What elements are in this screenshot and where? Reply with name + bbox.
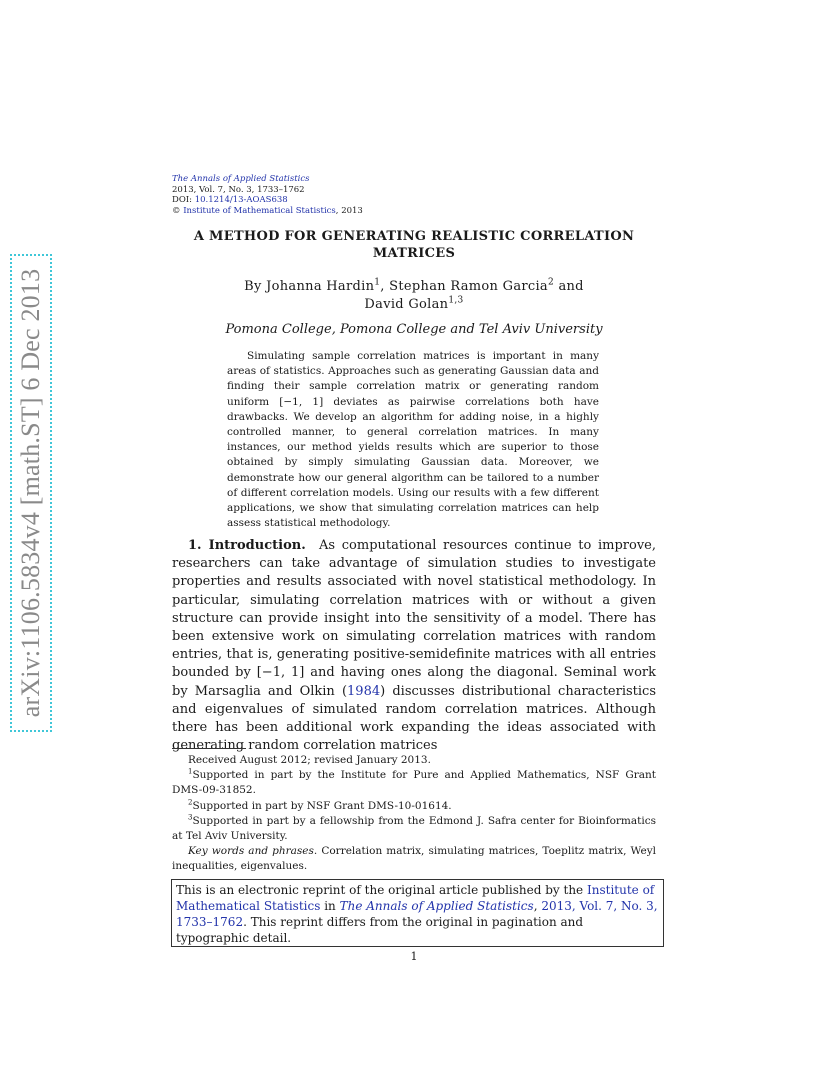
author-2: Stephan Ramon Garcia [389, 279, 548, 294]
footnote-2 [172, 799, 656, 814]
section-heading: 1. Introduction. [188, 538, 306, 553]
author-3-affil: 1,3 [448, 295, 464, 306]
author-separator: , [380, 279, 385, 294]
arxiv-stamp [10, 254, 52, 732]
footnote-3 [172, 814, 656, 844]
author-1: Johanna Hardin [266, 279, 375, 294]
keywords [172, 844, 656, 874]
page-number: 1 [410, 950, 418, 963]
footnote-2-mark: 2 [188, 798, 193, 807]
reprint-volume-link[interactable]: 2013, Vol. 7, No. 3, 1733–1762 [176, 899, 658, 929]
and-label: and [558, 279, 584, 294]
footnote-2-text: Supported in part by NSF Grant DMS-10-01614. [192, 799, 452, 812]
keywords-label: Key words and phrases. [188, 845, 318, 858]
footnote-3-text: Supported in part by a fellowship from the Edmond J. Safra center for Bioinformatics at Tel Aviv University. [172, 814, 656, 843]
intro-text-2: discusses distributional characteristics and eigenvalues of simulated random correlation matrices. Although there has been additional work expanding the ideas associated with generating random correlation matrices [172, 683, 656, 754]
journal-volume: 2013, Vol. 7, No. 3, 1733–1762 [172, 184, 305, 195]
journal-info [172, 174, 363, 216]
reprint-notice [171, 879, 664, 947]
reprint-comma: , [533, 899, 538, 913]
copyright-symbol: © [172, 205, 181, 216]
footnote-1 [172, 768, 656, 798]
introduction-paragraph [172, 537, 656, 755]
title-line-2: MATRICES [372, 246, 456, 261]
doi-label: DOI: [172, 195, 193, 205]
footnote-1-text: Supported in part by the Institute for Pure and Applied Mathematics, NSF Grant DMS-09-31852. [172, 769, 656, 797]
arxiv-stamp-text: arXiv:1106.5834v4 [math.ST] 6 Dec 2013 [16, 268, 45, 718]
keywords-text: Correlation matrix, simulating matrices, Toeplitz matrix, Weyl inequalities, eigenvalues. [172, 845, 656, 873]
reprint-journal-link[interactable]: The Annals of Applied Statistics [339, 899, 534, 913]
doi-link[interactable]: 10.1214/13-AOAS638 [194, 195, 288, 205]
footnote-3-mark: 3 [188, 813, 193, 822]
reprint-line-1: This is an electronic reprint of the original article published by the [176, 883, 584, 897]
affiliation: Pomona College, Pomona College and Tel Aviv University [225, 322, 603, 337]
reprint-publisher-link[interactable]: Institute of Mathematical Statistics [176, 883, 655, 913]
citation-open: ( [341, 683, 348, 699]
paper-title [172, 228, 656, 262]
footnote-1-mark: 1 [188, 767, 193, 776]
author-3: David Golan [364, 297, 449, 312]
footnote-rule [172, 748, 246, 749]
journal-name-link[interactable]: The Annals of Applied Statistics [172, 174, 310, 184]
reprint-in: in [324, 899, 336, 913]
citation-link[interactable]: 1984 [347, 683, 381, 699]
title-line-1: A METHOD FOR GENERATING REALISTIC CORRELATION [193, 229, 635, 244]
reprint-rest: . This reprint differs from the original in pagination and typographic detail. [176, 915, 584, 945]
footnotes [172, 753, 656, 875]
citation-close: ) [380, 683, 386, 699]
received-note: Received August 2012; revised January 2013. [188, 754, 431, 766]
publisher-link[interactable]: Institute of Mathematical Statistics [183, 205, 336, 216]
by-label: By [244, 279, 262, 294]
intro-text-1: As computational resources continue to improve, researchers can take advantage of simulation studies to investigate properties and results associated with novel statistical methodology. In particular, simulating correlation matrices with or without a given structure can provide insight into the sensitivity of a model. There has been extensive work on simulating correlation matrices with random entries, that is, generating positive-semidefinite matrices with all entries bounded by [−1, 1] and having ones along the diagonal. Seminal work by Marsaglia and Olkin [172, 538, 656, 699]
abstract: Simulating sample correlation matrices is important in many areas of statistics. Approaches such as generating Gaussian data and finding their sample correlation matrix or generating random uniform [−1, 1] deviates as pairwise correlations both have drawbacks. We develop an algorithm for adding noise, in a highly controlled manner, to general correlation matrices. In many instances, our method yields results which are superior to those obtained by simply simulating Gaussian data. Moreover, we demonstrate how our general algorithm can be tailored to a number of different correlation models. Using our results with a few different applications, we show that simulating correlation matrices can help assess statistical methodology. [227, 350, 599, 530]
author-1-affil: 1 [374, 277, 381, 288]
author-list [172, 278, 656, 314]
copyright-year: , 2013 [335, 205, 363, 216]
author-2-affil: 2 [547, 277, 555, 288]
